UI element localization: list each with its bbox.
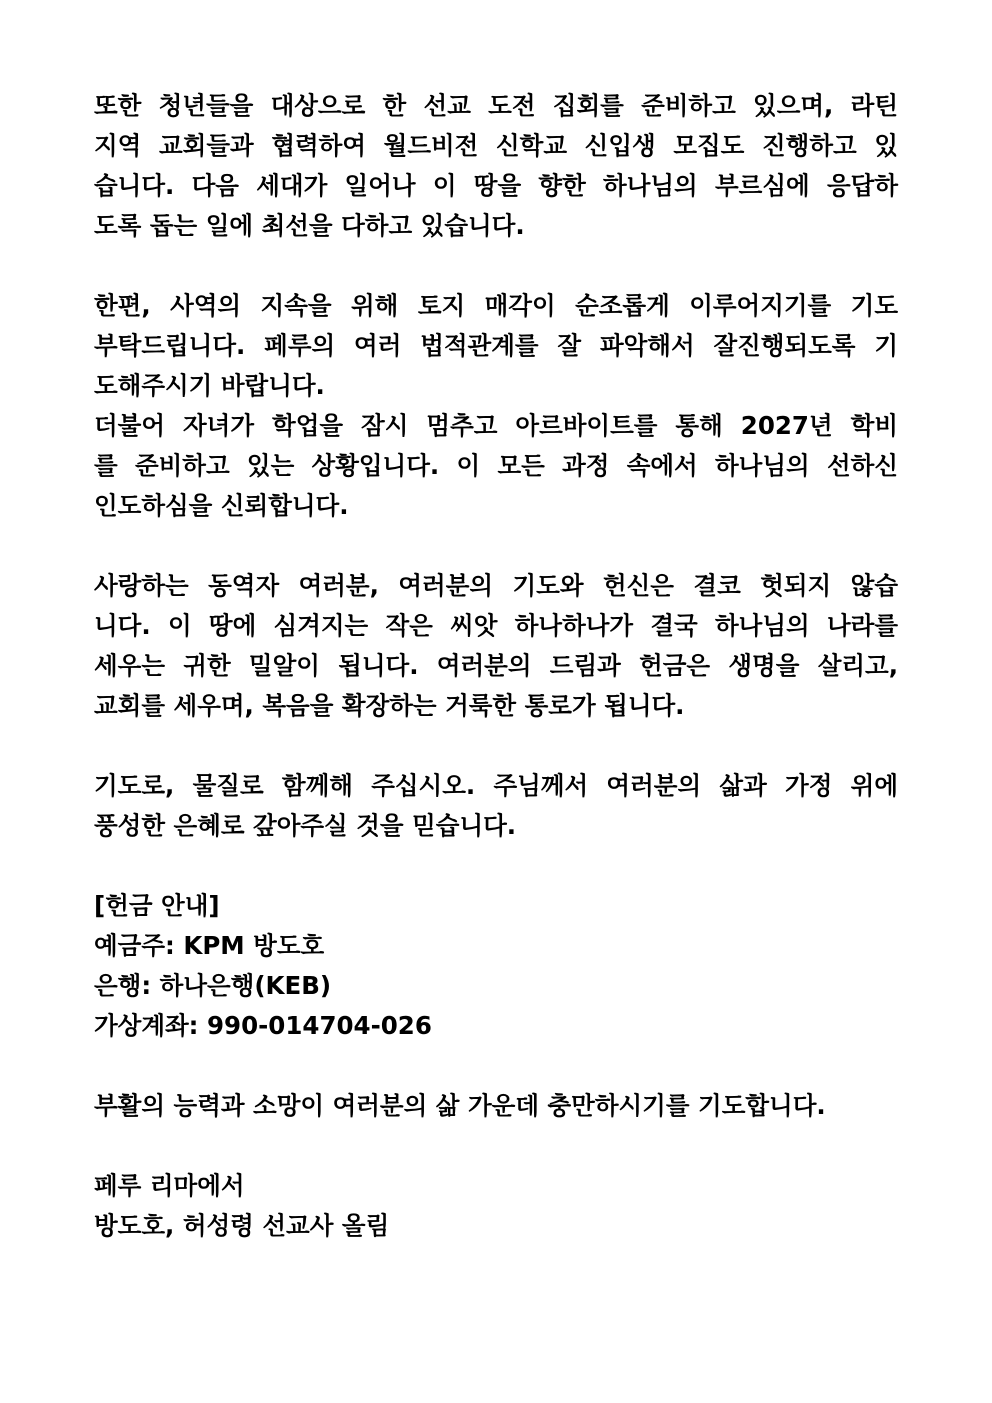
closing-prayer bbox=[94, 1086, 898, 1126]
text-line: 더불어 자녀가 학업을 잠시 멈추고 아르바이트를 통해 2027년 학비 bbox=[94, 411, 898, 440]
text-line: 습니다. 다음 세대가 일어나 이 땅을 향한 하나님의 부르심에 응답하 bbox=[94, 171, 898, 200]
text-line: 도해주시기 바랍니다. bbox=[94, 371, 325, 400]
text-line: 도록 돕는 일에 최선을 다하고 있습니다. bbox=[94, 211, 525, 240]
text-line: 사랑하는 동역자 여러분, 여러분의 기도와 헌신은 결코 헛되지 않습 bbox=[94, 571, 898, 600]
paragraph-youth-mission bbox=[94, 86, 898, 246]
text-line: 세우는 귀한 밀알이 됩니다. 여러분의 드림과 헌금은 생명을 살리고, bbox=[94, 651, 898, 680]
signature-signers: 방도호, 허성령 선교사 올림 bbox=[94, 1211, 390, 1240]
signature-location: 페루 리마에서 bbox=[94, 1171, 245, 1200]
text-line: 인도하심을 신뢰합니다. bbox=[94, 491, 349, 520]
account-holder: 예금주: KPM 방도호 bbox=[94, 931, 325, 960]
paragraph-children-tuition bbox=[94, 406, 898, 526]
paragraph-land-sale-prayer bbox=[94, 286, 898, 406]
text-line: 기도로, 물질로 함께해 주십시오. 주님께서 여러분의 삶과 가정 위에 bbox=[94, 771, 898, 800]
virtual-account-number: 가상계좌: 990-014704-026 bbox=[94, 1011, 432, 1040]
text-line: 를 준비하고 있는 상황입니다. 이 모든 과정 속에서 하나님의 선하신 bbox=[94, 451, 898, 480]
closing-prayer-text: 부활의 능력과 소망이 여러분의 삶 가운데 충만하시기를 기도합니다. bbox=[94, 1091, 826, 1120]
text-line: 풍성한 은혜로 갚아주실 것을 믿습니다. bbox=[94, 811, 517, 840]
text-line: 한편, 사역의 지속을 위해 토지 매각이 순조롭게 이루어지기를 기도 bbox=[94, 291, 898, 320]
text-line: 부탁드립니다. 페루의 여러 법적관계를 잘 파악해서 잘진행되도록 기 bbox=[94, 331, 898, 360]
bank-name: 은행: 하나은행(KEB) bbox=[94, 971, 332, 1000]
signature-block bbox=[94, 1166, 898, 1246]
text-line: 지역 교회들과 협력하여 월드비전 신학교 신입생 모집도 진행하고 있 bbox=[94, 131, 898, 160]
text-line: 교회를 세우며, 복음을 확장하는 거룩한 통로가 됩니다. bbox=[94, 691, 685, 720]
offering-info-block bbox=[94, 886, 898, 1046]
paragraph-thanks-coworkers bbox=[94, 566, 898, 726]
letter-page bbox=[94, 86, 898, 1286]
text-line: 또한 청년들을 대상으로 한 선교 도전 집회를 준비하고 있으며, 라틴 bbox=[94, 91, 898, 120]
text-line: 니다. 이 땅에 심겨지는 작은 씨앗 하나하나가 결국 하나님의 나라를 bbox=[94, 611, 898, 640]
offering-heading: [헌금 안내] bbox=[94, 891, 220, 920]
paragraph-request-support bbox=[94, 766, 898, 846]
